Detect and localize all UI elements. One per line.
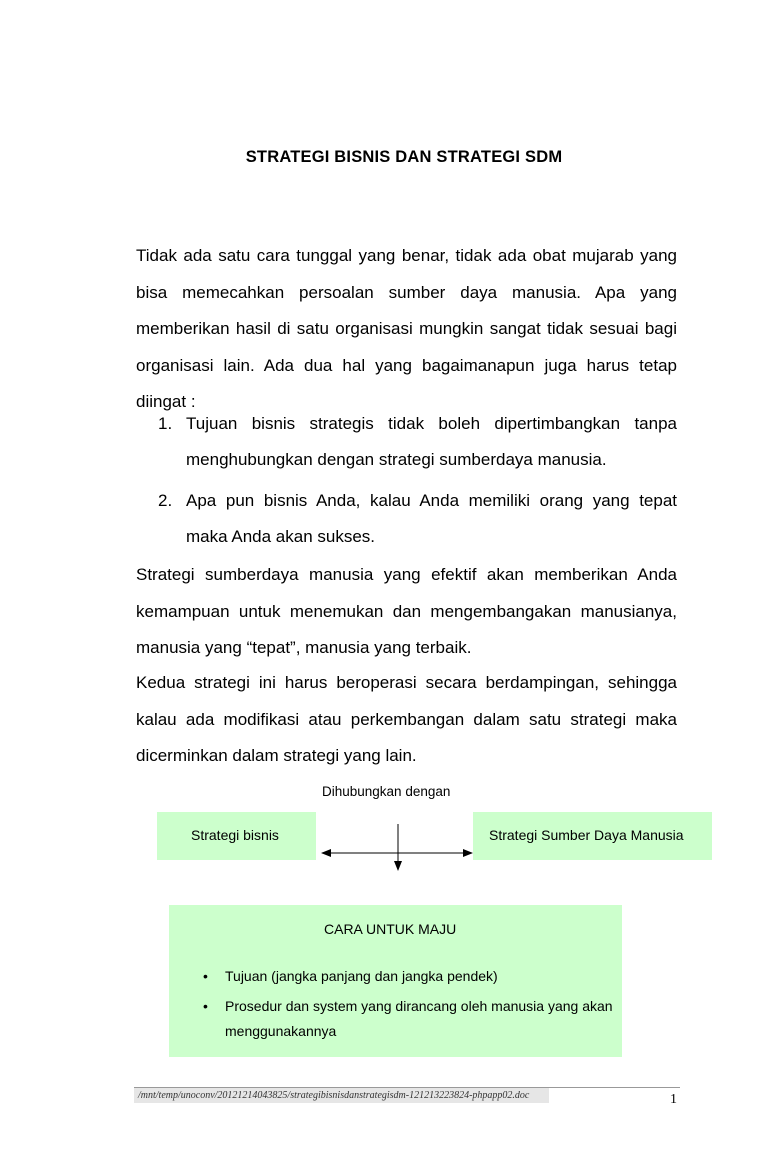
business-strategy-label: Strategi bisnis [191,827,279,843]
list-text: Apa pun bisnis Anda, kalau Anda memiliki orang yang tepat maka Anda akan sukses. [186,491,677,546]
footer-file-path: /mnt/temp/unoconv/20121214043825/strategibisnisdanstrategisdm-121213223824-phpapp02.doc [138,1090,530,1101]
hr-strategy-label: Strategi Sumber Daya Manusia [489,827,684,843]
way-forward-title: CARA UNTUK MAJU [324,921,457,937]
connector-arrows [310,820,480,880]
bullet-item-2 [203,994,620,1044]
page-number: 1 [670,1092,677,1107]
way-forward-box [169,905,622,1057]
bullet-text: Tujuan (jangka panjang dan jangka pendek) [225,968,498,984]
bullet-item-1 [203,964,620,989]
list-number: 1. [158,414,173,433]
business-strategy-box [157,812,316,860]
list-item-1 [158,406,677,478]
document-title: STRATEGI BISNIS DAN STRATEGI SDM [245,148,563,166]
intro-paragraph: Tidak ada satu cara tunggal yang benar, tidak ada obat mujarab yang bisa memecahkan persoalan sumber daya manusia. Apa yang memberikan hasil di satu organisasi mungkin sangat tidak sesuai bagi organisasi lain. Ada dua hal yang bagaimanapun juga harus tetap diingat : [136,246,677,411]
bullet-text: Prosedur dan system yang dirancang oleh manusia yang akan menggunakannya [225,998,613,1039]
paragraph-both-strategies: Kedua strategi ini harus beroperasi secara berdampingan, sehingga kalau ada modifikasi atau perkembangan dalam satu strategi maka dicerminkan dalam strategi yang lain. [136,673,677,765]
hr-strategy-box [473,812,712,860]
bullet-icon: • [203,968,208,984]
bullet-icon: • [203,998,208,1014]
list-number: 2. [158,491,173,510]
list-text: Tujuan bisnis strategis tidak boleh dipertimbangkan tanpa menghubungkan dengan strategi sumberdaya manusia. [186,414,677,469]
paragraph-hr-strategy: Strategi sumberdaya manusia yang efektif akan memberikan Anda kemampuan untuk menemukan dan mengembangakan manusianya, manusia yang “tepat”, manusia yang terbaik. [136,565,677,657]
list-item-2 [158,483,677,555]
link-label: Dihubungkan dengan [322,784,451,799]
